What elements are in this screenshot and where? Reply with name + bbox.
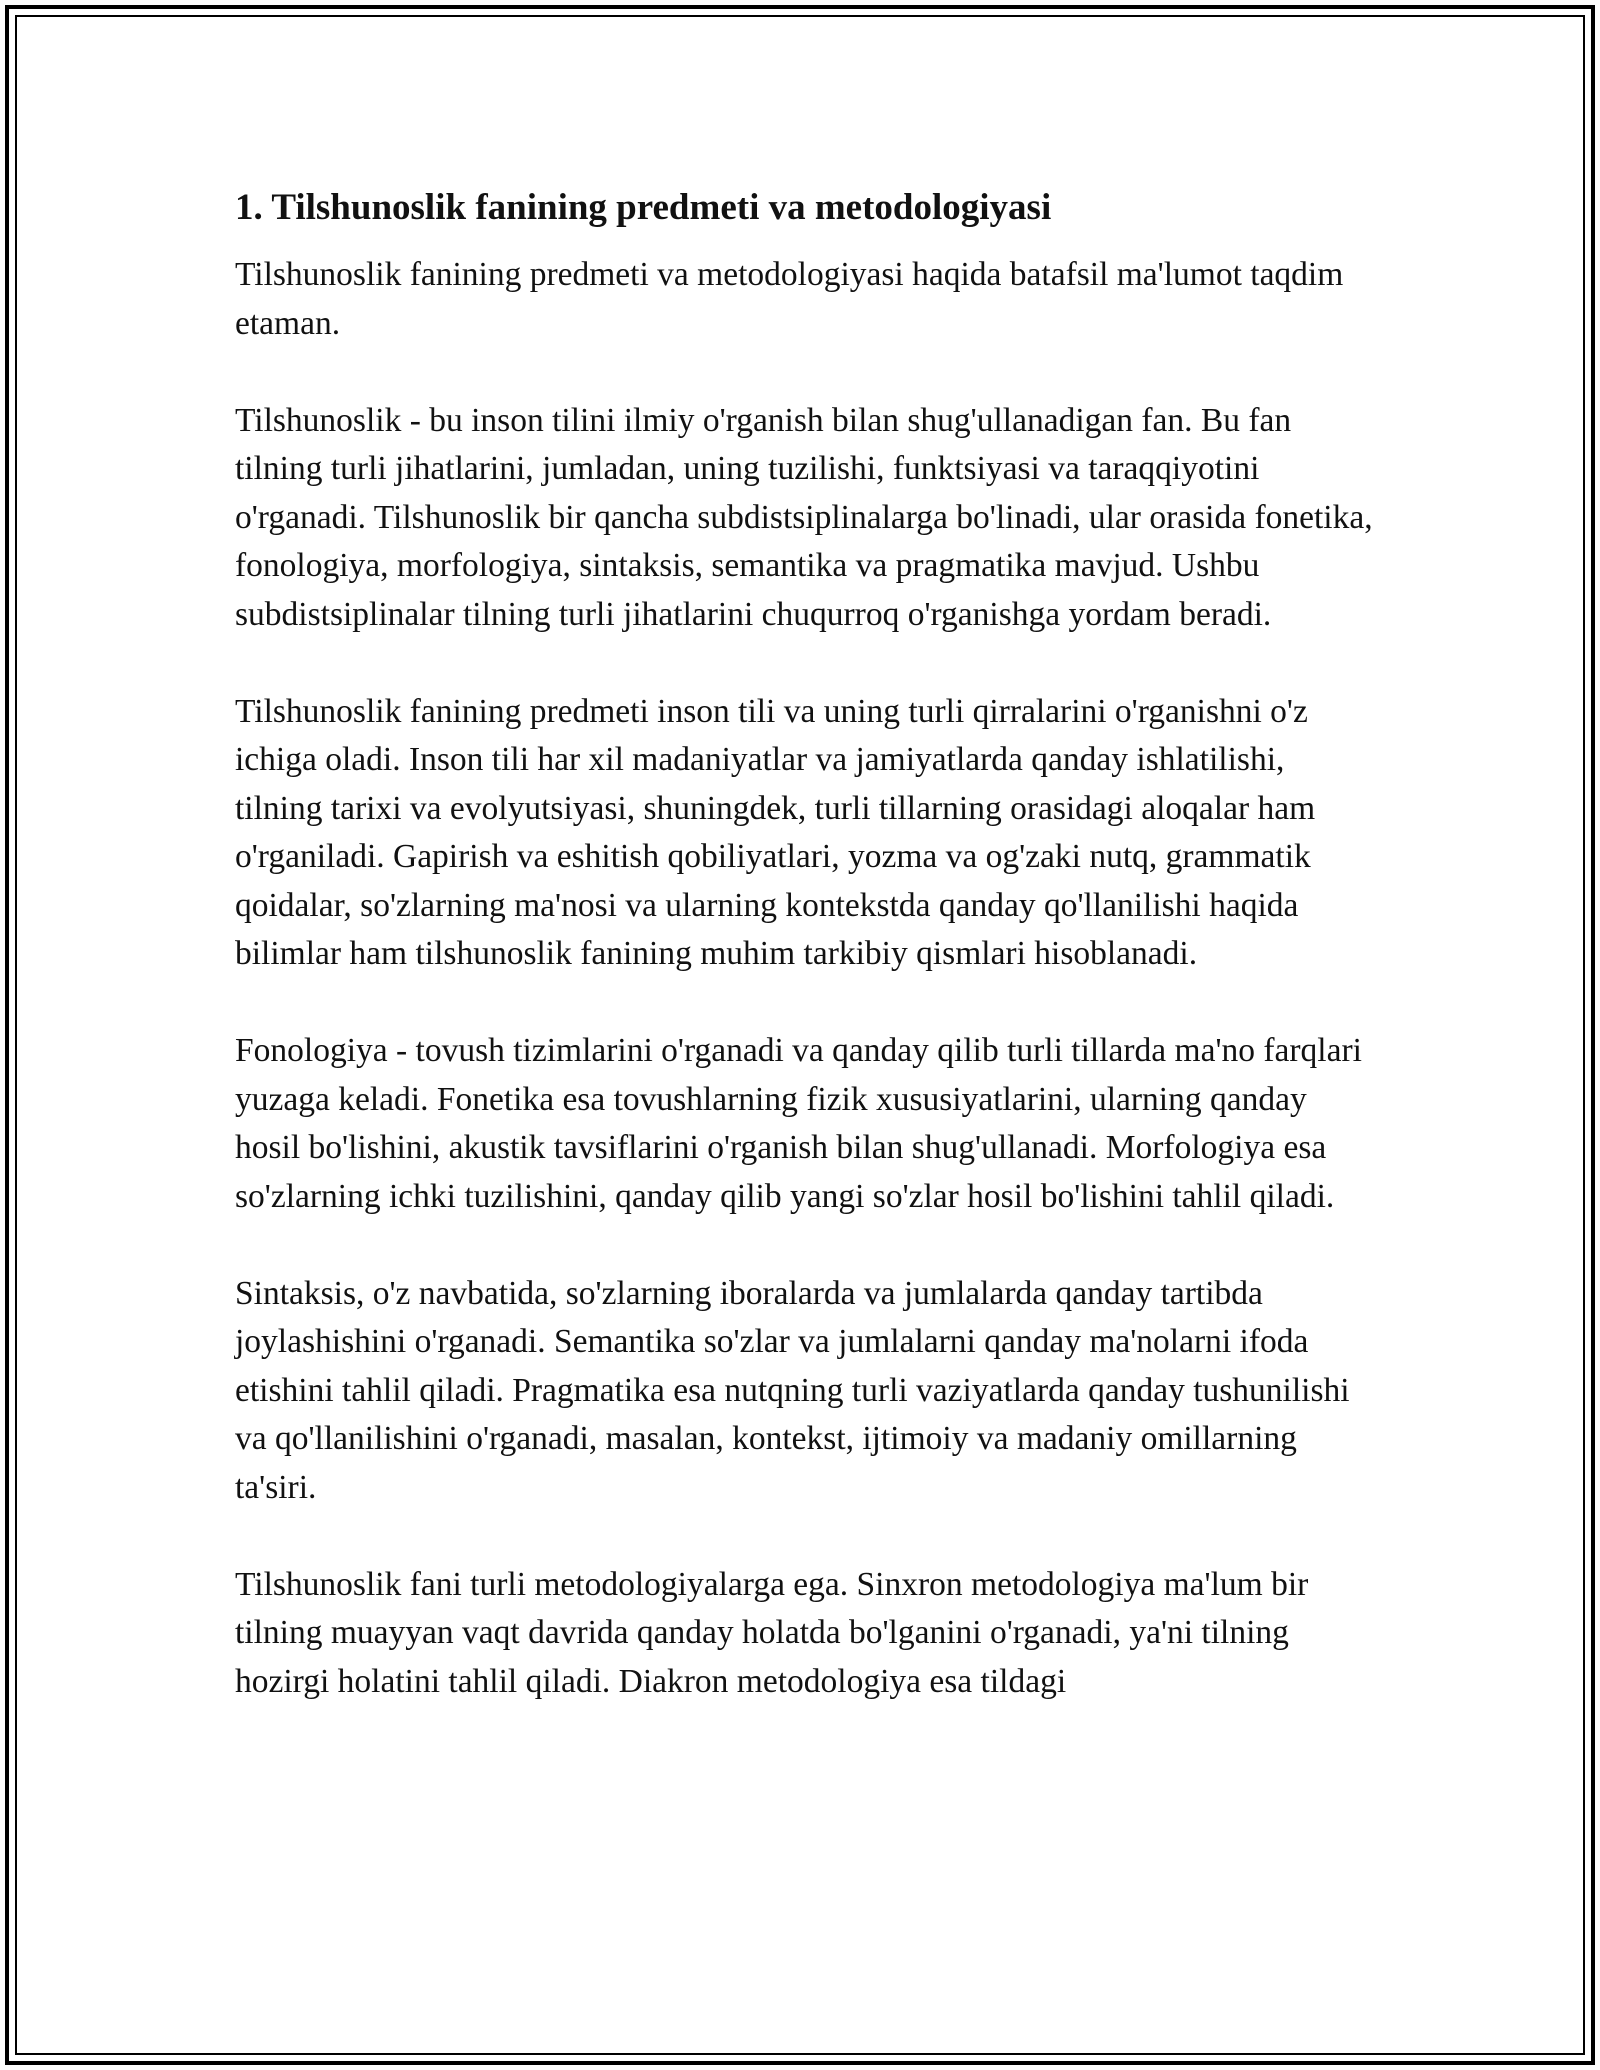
paragraph-definition: Tilshunoslik - bu inson tilini ilmiy o'rganish bilan shug'ullanadigan fan. Bu fan tilning turli jihatlarini, jumladan, uning tuzilishi, funktsiyasi va taraqqiyotini o'rganadi. Tilshunoslik bir qancha subdistsiplinalarga bo'linadi, ular orasida fonetika, fonologiya, morfologiya, sintaksis, semantika va pragmatika mavjud. Ushbu subdistsiplinalar tilning turli jihatlarini chuqurroq o'rganishga yordam beradi. xyxy=(235,401,1373,633)
paragraph-subject: Tilshunoslik fanining predmeti inson tili va uning turli qirralarini o'rganishni o'z ichiga oladi. Inson tili har xil madaniyatlar va jamiyatlarda qanday ishlatilishi, tilning tarixi va evolyutsiyasi, shuningdek, turli tillarning orasidagi aloqalar ham o'rganiladi. Gapirish va eshitish qobiliyatlari, yozma va og'zaki nutq, grammatik qoidalar, so'zlarning ma'nosi va ularning kontekstda qanday qo'llanilishi haqida bilimlar ham tilshunoslik fanining muhim tarkibiy qismlari hisoblanadi. xyxy=(235,692,1316,972)
paragraph-intro: Tilshunoslik fanining predmeti va metodologiyasi haqida batafsil ma'lumot taqdim etaman. xyxy=(235,256,1344,342)
paragraph-syntax: Sintaksis, o'z navbatida, so'zlarning iboralarda va jumlalarda qanday tartibda joylashishini o'rganadi. Semantika so'zlar va jumlalarni qanday ma'nolarni ifoda etishini tahlil qiladi. Pragmatika esa nutqning turli vaziyatlarda qanday tushunilishi va qo'llanilishini o'rganadi, masalan, kontekst, ijtimoiy va madaniy omillarning ta'siri. xyxy=(235,1274,1350,1506)
section-title: 1. Tilshunoslik fanining predmeti va metodologiyasi xyxy=(235,187,1052,228)
paragraph-methodology: Tilshunoslik fani turli metodologiyalarga ega. Sinxron metodologiya ma'lum bir tilning muayyan vaqt davrida qanday holatda bo'lganini o'rganadi, ya'ni tilning hozirgi holatini tahlil qiladi. Diakron metodologiya esa tildagi xyxy=(235,1565,1309,1700)
paragraph-phonology: Fonologiya - tovush tizimlarini o'rganadi va qanday qilib turli tillarda ma'no farqlari yuzaga keladi. Fonetika esa tovushlarning fizik xususiyatlarini, ularning qanday hosil bo'lishini, akustik tavsiflarini o'rganish bilan shug'ullanadi. Morfologiya esa so'zlarning ichki tuzilishini, qanday qilib yangi so'zlar hosil bo'lishini tahlil qiladi. xyxy=(235,1032,1362,1215)
document-body xyxy=(235,185,1375,1755)
